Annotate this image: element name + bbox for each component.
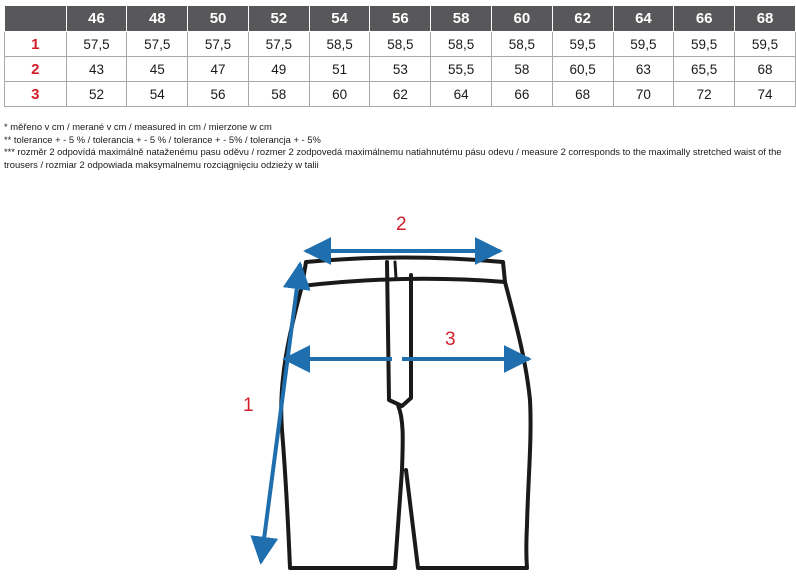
row-label: 2 (5, 57, 67, 82)
waist-label: 2 (396, 214, 407, 235)
size-header: 54 (309, 6, 370, 32)
table-cell: 57,5 (248, 32, 309, 57)
table-cell: 74 (735, 82, 796, 107)
table-cell: 60 (309, 82, 370, 107)
row-label: 3 (5, 82, 67, 107)
length-arrow (261, 264, 300, 562)
belt-loop (395, 262, 396, 278)
table-cell: 58 (248, 82, 309, 107)
table-cell: 65,5 (674, 57, 735, 82)
table-cell: 59,5 (552, 32, 613, 57)
size-header: 62 (552, 6, 613, 32)
waistband (302, 258, 505, 287)
measure-arrows (261, 251, 529, 562)
table-cell: 58,5 (492, 32, 553, 57)
size-header: 64 (613, 6, 674, 32)
table-cell: 57,5 (127, 32, 188, 57)
table-cell: 58,5 (309, 32, 370, 57)
table-cell: 57,5 (66, 32, 127, 57)
left-leg-outline (281, 286, 402, 568)
table-cell: 43 (66, 57, 127, 82)
table-cell: 53 (370, 57, 431, 82)
table-cell: 72 (674, 82, 735, 107)
hip-label: 3 (445, 329, 456, 350)
table-cell: 57,5 (188, 32, 249, 57)
table-cell: 56 (188, 82, 249, 107)
table-cell: 51 (309, 57, 370, 82)
table-cell: 59,5 (613, 32, 674, 57)
length-label: 1 (243, 395, 254, 416)
table-cell: 63 (613, 57, 674, 82)
table-cell: 64 (431, 82, 492, 107)
size-header: 58 (431, 6, 492, 32)
table-cell: 49 (248, 57, 309, 82)
table-cell: 70 (613, 82, 674, 107)
note-measured-in-cm: * měřeno v cm / merané v cm / measured in cm / mierzone w cm (4, 121, 272, 132)
table-cell: 47 (188, 57, 249, 82)
crotch-seam (398, 405, 403, 470)
table-cell: 58,5 (431, 32, 492, 57)
table-cell: 45 (127, 57, 188, 82)
size-header: 50 (188, 6, 249, 32)
table-cell: 59,5 (735, 32, 796, 57)
shorts-outline (281, 258, 530, 569)
table-cell: 59,5 (674, 32, 735, 57)
table-cell: 52 (66, 82, 127, 107)
size-header: 46 (66, 6, 127, 32)
size-header: 52 (248, 6, 309, 32)
table-cell: 68 (735, 57, 796, 82)
row-label: 1 (5, 32, 67, 57)
table-cell: 55,5 (431, 57, 492, 82)
size-header: 56 (370, 6, 431, 32)
table-cell: 58 (492, 57, 553, 82)
table-cell: 60,5 (552, 57, 613, 82)
size-header: 60 (492, 6, 553, 32)
table-cell: 66 (492, 82, 553, 107)
right-leg-outline (406, 282, 531, 568)
table-cell: 58,5 (370, 32, 431, 57)
note-tolerance: ** tolerance + - 5 % / tolerancia + - 5 % / tolerance + - 5% / tolerancja + - 5% (4, 133, 321, 145)
table-cell: 54 (127, 82, 188, 107)
size-header: 68 (735, 6, 796, 32)
fly-seam (387, 262, 411, 406)
table-cell: 62 (370, 82, 431, 107)
note-waist-stretched: *** rozměr 2 odpovídá maximálně nataženému pasu oděvu / rozmer 2 zodpovedá maximálnemu natiahnutému pásu odevu / measure 2 corresponds to the maximally stretched waist of the trousers / rozmiar 2 odpowiada maksymalnemu rozciągnięciu odzieży w talii (4, 146, 782, 170)
size-header: 48 (127, 6, 188, 32)
size-header: 66 (674, 6, 735, 32)
table-cell: 68 (552, 82, 613, 107)
